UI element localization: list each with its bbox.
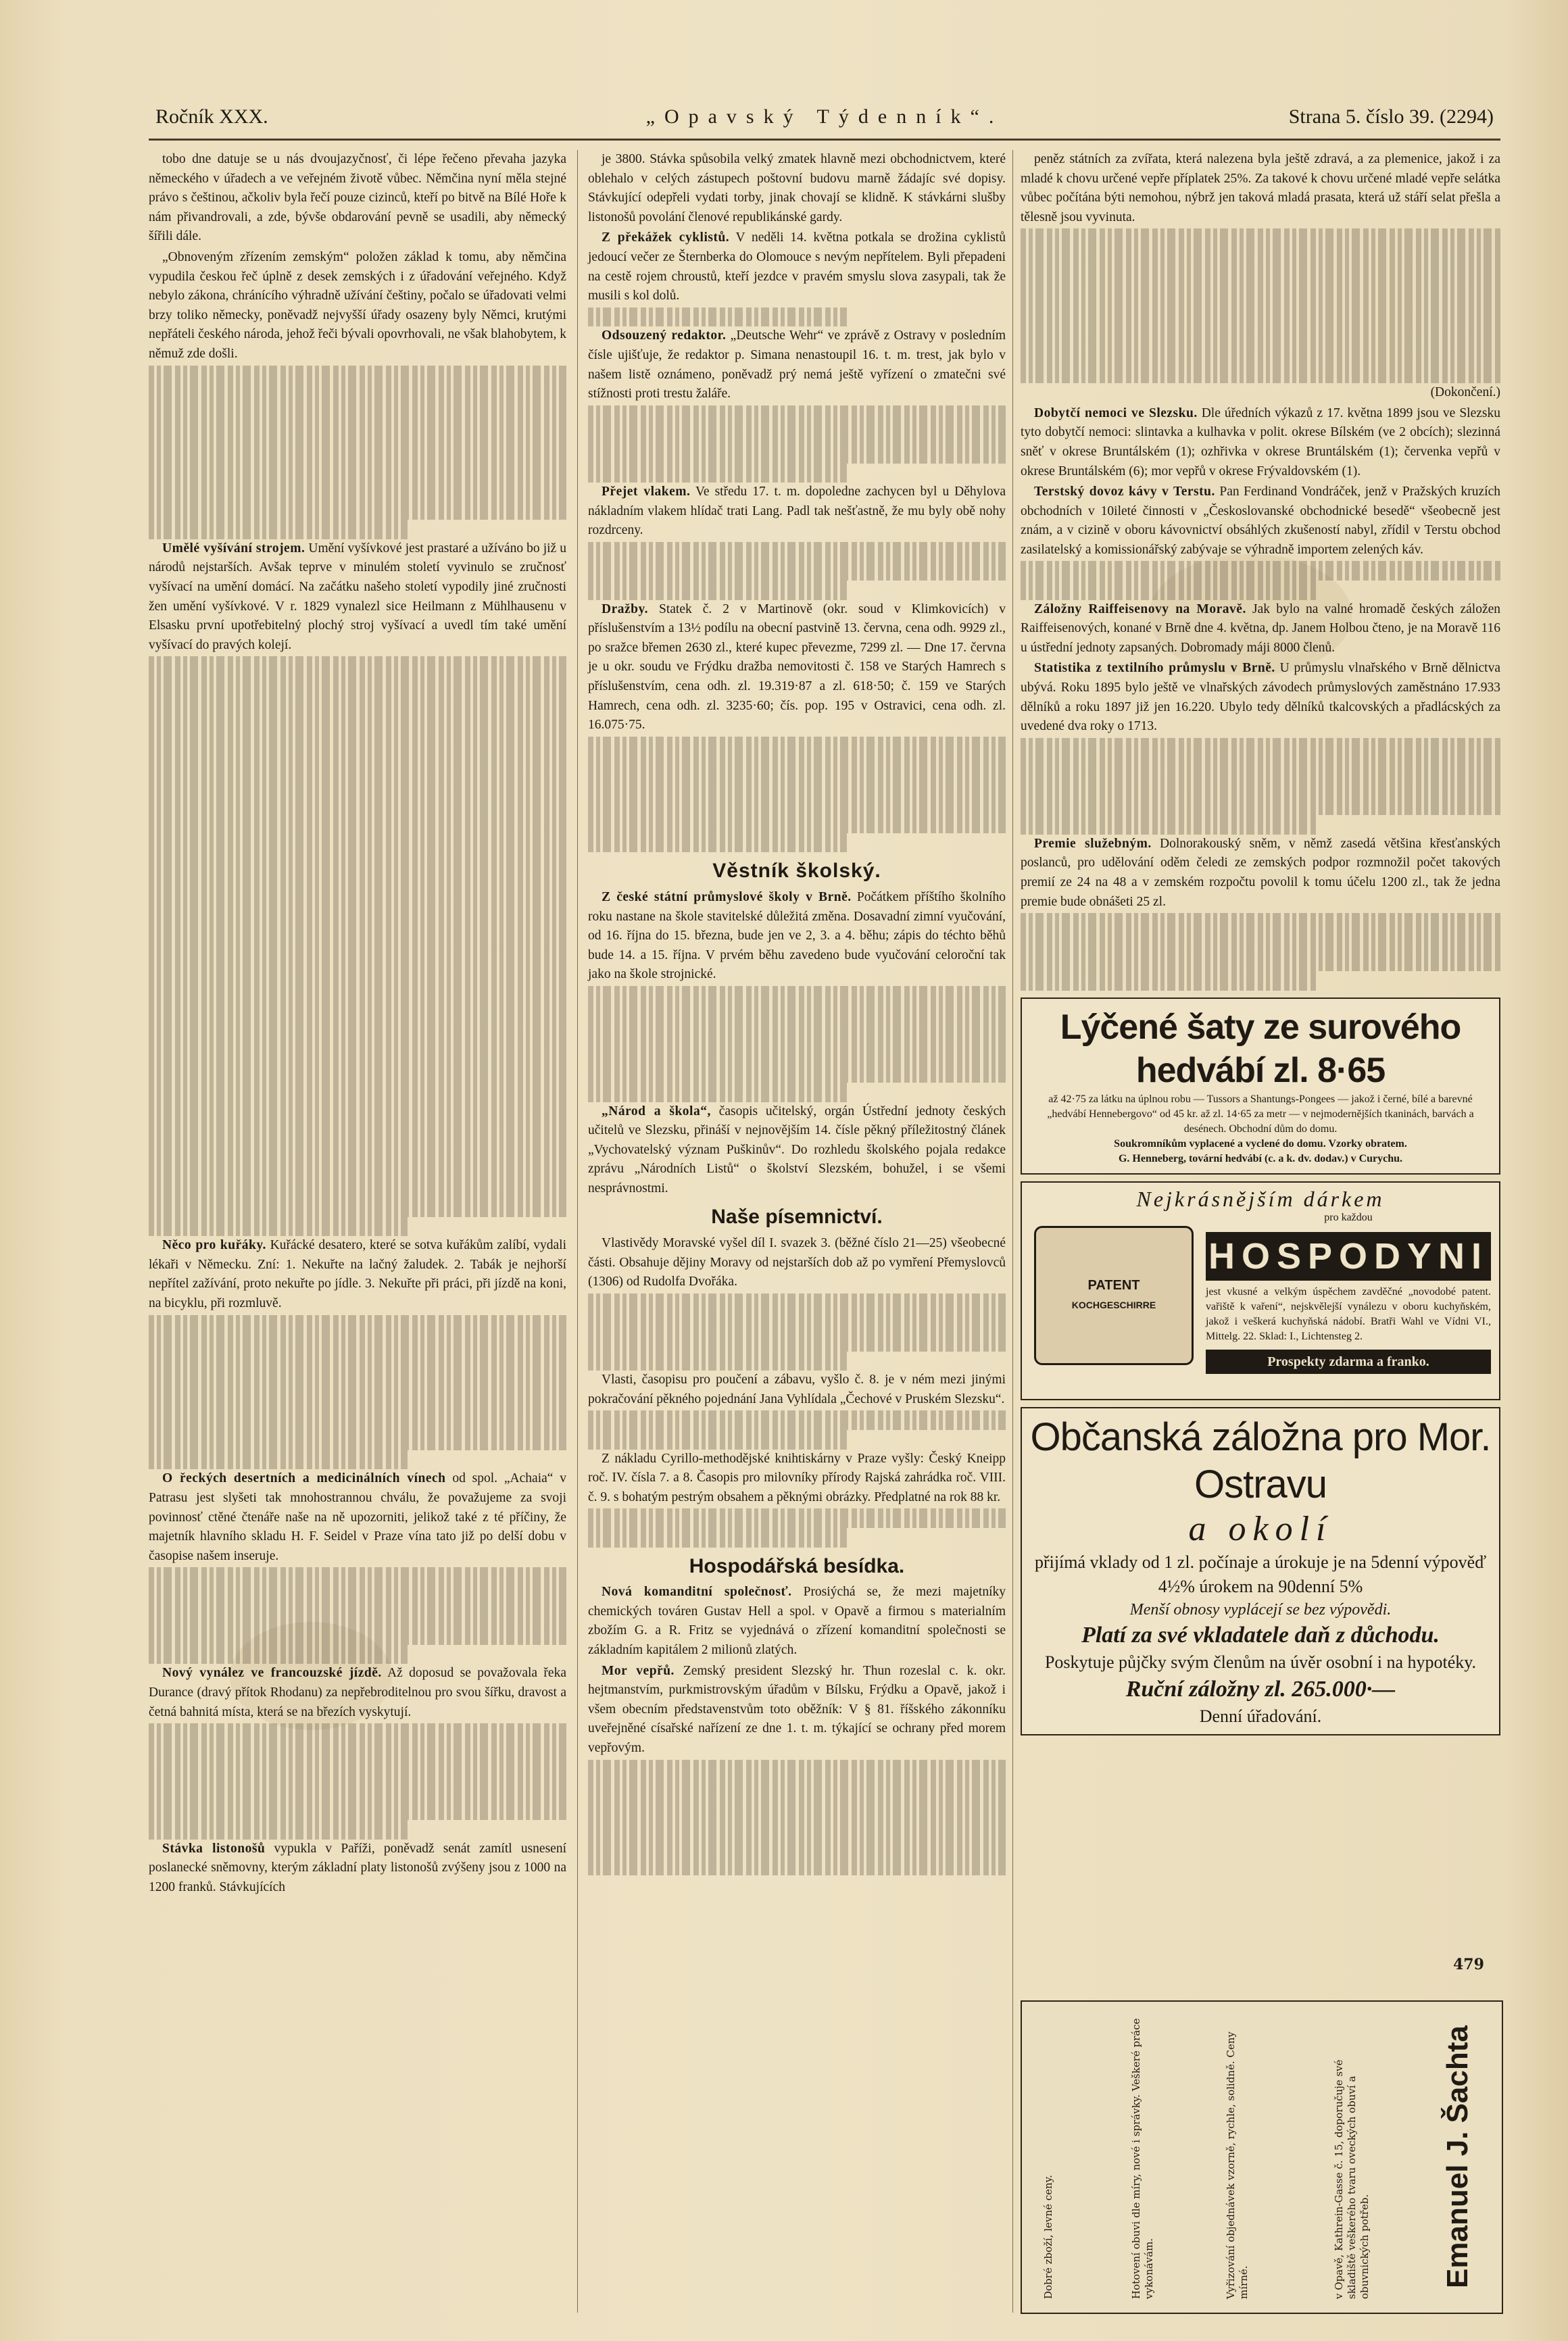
- text-line: [588, 307, 847, 327]
- text-line: [1021, 971, 1318, 991]
- text-line: [149, 676, 566, 695]
- ad-text: v Opavě, Kathrein-Gasse č. 15, doporučuje své skladiště veškerého tvaru oveckých obuví a obuvnických potřeb.: [1333, 2059, 1371, 2299]
- article-text: Jak bylo na valné hromadě českých záložen Raiffeisenových, konané v Brně dne 4. května, dp. Janem Holbou čteno, je na Moravě 116 u ústřední jednoty zapsaných. Dobromady máji 8000 členů.: [1021, 601, 1500, 655]
- text-line: [588, 1006, 1006, 1025]
- article-paragraph: [149, 539, 566, 656]
- header-volume: Ročník XXX.: [155, 105, 268, 128]
- pot-label: PATENT: [1087, 1277, 1140, 1293]
- text-line: [588, 1352, 847, 1371]
- text-line: [149, 753, 566, 772]
- text-line: [149, 423, 566, 443]
- column-2: [588, 150, 1006, 2313]
- article-text: Umění vyšívkové jest prastaré a užíváno bo již u národů nejstarších. Avšak teprve v minulém století vyvinulo se zručnosť vyšívací na umění domácí. Na začátku našeho století vypodily jiné zručnosti žen umění vyšívkové. V r. 1829 vynalezl sice Heilmann z Mühlhausenu v Elsasku první upotřebitelný plochý stroj vyšívací a uvedl tím také umění vyšívací do pravých kolejí.: [149, 541, 566, 652]
- text-line: [588, 1063, 1006, 1083]
- article-text: Dolnorakouský sněm, v němž zasedá většina křesťanských poslanců, pro udělování oděm čeledi ze zemských podpor rozmnožil počet takových premií ze 24 na 48 a v zemském rozpočtu povolil k tomu účelu 1200 zl., tak že jedna premie bude obnášeti 25 zl.: [1021, 836, 1501, 909]
- article-heading: Z překážek cyklistů.: [602, 230, 730, 245]
- text-line: [1021, 228, 1500, 248]
- article-paragraph: [149, 1664, 566, 1722]
- ad-text: Menší obnosy vyplácejí se bez výpovědi.: [1129, 1600, 1392, 1619]
- text-line: [149, 946, 566, 966]
- text-line: [149, 1120, 566, 1140]
- text-line: [149, 1450, 408, 1470]
- text-line: [588, 1044, 1006, 1064]
- text-line: [149, 1723, 566, 1743]
- text-line: [149, 481, 566, 501]
- text-line: [149, 1315, 566, 1335]
- text-line: [149, 908, 566, 927]
- article-paragraph: [149, 1469, 566, 1566]
- text-line: [1021, 796, 1500, 816]
- ad-text: G. Henneberg, tovární hedvábí (c. a k. dv. dodav.) v Curychu.: [1118, 1152, 1403, 1164]
- ad-text: přijímá vklady od 1 zl. počínaje a úrokuje je na 5denní výpověď 4½% úrokem na 90denní 5%: [1034, 1552, 1487, 1596]
- article-paragraph: Z nákladu Cyrillo-methodějské knihtiskárny v Praze vyšly: Český Kneipp roč. IV. čísla 7. a 8. Časopis pro milovníky přírody Rajská zahrádka roč. VIII. č. 9. s bohatým pestrým obsahem a pěknými obrázky. Předplatné na rok 88 kr.: [588, 1451, 1006, 1504]
- text-line: [588, 561, 1006, 581]
- text-line: [149, 811, 566, 831]
- advertisement-silk: [1021, 997, 1500, 1175]
- article-heading: Mor vepřů.: [602, 1663, 675, 1678]
- text-line: [149, 1024, 566, 1043]
- article-heading: O řeckých desertních a medicinálních vínech: [162, 1471, 446, 1486]
- text-line: [588, 814, 1006, 833]
- article-heading: Stávka listonošů: [162, 1841, 266, 1856]
- text-line: [588, 737, 1006, 756]
- text-line: [588, 775, 1006, 795]
- article-paragraph: peněz státních za zvířata, která nalezena byla ještě zdravá, a za plemenice, jakož i za mladé k chovu určené vepře příplatek 25%. Za takové k chovu určené mladé vepře selátka vůbec počítána býti nemohou, nýbrž jen taková mladá prasata, která už stáří selat přešla a tělesně jsou vyvinuta.: [1021, 152, 1500, 224]
- text-line: [149, 1062, 566, 1082]
- text-line: [149, 1567, 566, 1587]
- article-paragraph: [1021, 600, 1500, 658]
- text-line: [149, 1645, 408, 1665]
- article-paragraph: „Obnoveným zřízením zemským“ položen základ k tomu, aby němčina vypudila českou řeč úplně z desek zemských i z úřadování veřejného. Když nebylo zákona, chránícího výhradně užívání češtiny, počalo se úřadovati velmi brzy toliko německy, poněvadž nejvyšší úřady osazeny byly Němci, krutými nepřáteli českého národa, jehož řeči bývali opovrhovali, ne však blahobytem, k němuž zde došli.: [149, 249, 566, 361]
- ad-text: Platí za své vkladatele daň z důchodu.: [1081, 1622, 1440, 1648]
- text-line: [1021, 306, 1500, 326]
- text-line: [1021, 364, 1500, 384]
- ad-text: Dobré zboží, levné ceny.: [1042, 2175, 1054, 2299]
- article-text: „Deutsche Wehr“ ve zprávě z Ostravy v posledním čísle ujišťuje, že redaktor p. Simana nenastoupil 16. t. m. trest, jak bylo v našem listě oznámeno, poněvadž prý nemá ještě vyřízení o zmatečni své stížnosti proti trestu žaláře.: [588, 328, 1006, 401]
- article-paragraph: [1021, 483, 1500, 560]
- ad-title: Emanuel J. Šachta: [1441, 2025, 1474, 2289]
- article-heading: Přejet vlakem.: [602, 485, 691, 499]
- article-paragraph: [588, 1662, 1006, 1758]
- text-line: [149, 1392, 566, 1412]
- article-paragraph: Vlastivědy Moravské vyšel díl I. svazek 3. (běžné číslo 21—25) všeobecné části. Obsahuje dějiny Moravy od nejstarších dob až po vymření Přemyslovců (1306) od Rudolfa Dvořáka.: [588, 1236, 1006, 1289]
- section-heading: Naše písemnictví.: [711, 1206, 883, 1229]
- ad-text: až 42·75 za látku na úplnou robu — Tussors a Shantungs-Pongees — jakož i černé, bílé a barevné „hedvábí Hennebergovo“ od 45 kr. až zl. 14·65 za metr — v nejmodernějších tkaninách, barvách a desénech. Obchodní dům do domu.: [1047, 1093, 1474, 1135]
- article-text: Až doposud se považovala řeka Durance (dravý přítok Rhodanu) za nepřebroditelnou pro svou šířku, dravost a četná bahnitá místa, která se na březích vyskytují.: [149, 1666, 566, 1719]
- text-line: [149, 889, 566, 908]
- article-text: Ve středu 17. t. m. dopoledne zachycen byl u Děhylova nákladním vlakem hlídač trati Lang. Padl tak nešťastně, že mu byly obě nohy rozdrceny.: [588, 485, 1006, 538]
- article-paragraph: [1021, 659, 1500, 736]
- text-line: [588, 756, 1006, 775]
- text-line: [1021, 287, 1500, 306]
- continuation-note: (Dokončení.): [1430, 385, 1500, 400]
- ad-text: Ruční záložny zl. 265.000·—: [1125, 1676, 1396, 1702]
- text-line: [588, 464, 847, 483]
- ad-number: 479: [1453, 1956, 1484, 1973]
- text-line: [588, 444, 1006, 464]
- article-heading: Umělé vyšívání strojem.: [162, 541, 305, 556]
- article-heading: Premie služebným.: [1034, 836, 1152, 851]
- ad-text: jest vkusné a velkým úspěchem zavděčné „novodobé patent. vařiště k vaření“, nejskvělejší vynálezu v oboru kuchyňském, jakož i veškerá kuchyňská nádobí. Bratři Wahl ve Vídni VI., Mittelg. 22. Sklad: I., Lichtensteg 2.: [1206, 1285, 1491, 1342]
- text-line: [149, 462, 566, 482]
- ad-text: Soukromníkům vyplacené a vyclené do domu. Vzorky obratem.: [1114, 1137, 1407, 1150]
- article-text: od spol. „Achaia“ v Patrasu jest slyšeti tak mnohostrannou chválu, že považujeme za svoji povinnosť ctěné čtenáře naše na ně upozorniti, jelikož také z té příčiny, že majetník hlavního skladu H. F. Seidel v Praze vína tato již po delší dobu v časopise našem inseruje.: [149, 1471, 567, 1563]
- article-heading: Odsouzený redaktor.: [602, 328, 727, 343]
- ad-subtitle: pro každou: [1324, 1212, 1373, 1224]
- text-line: [588, 1856, 1006, 1875]
- column-3: [1021, 150, 1500, 2313]
- text-line: [149, 927, 566, 947]
- article-paragraph: [588, 326, 1006, 403]
- ad-text: Denní úřadování.: [1199, 1706, 1322, 1726]
- article-heading: Něco pro kuřáky.: [162, 1238, 266, 1253]
- article-paragraph: [588, 1102, 1006, 1199]
- column-divider: [577, 150, 578, 2313]
- article-heading: Dražby.: [602, 601, 649, 616]
- text-line: [149, 1004, 566, 1024]
- article-paragraph: [588, 483, 1006, 541]
- advertisement-cookware: [1021, 1181, 1500, 1400]
- ad-footer: Prospekty zdarma a franko.: [1206, 1350, 1491, 1375]
- text-line: [588, 833, 847, 853]
- text-line: [588, 1025, 1006, 1044]
- article-paragraph: [1021, 835, 1500, 912]
- article-text: Kuřácké desatero, které se sotva kuřákům zalíbí, vydali lékaři v Německu. Zní: 1. Nekuřte na lačný žaludek. 2. Tabák je nejhorší nepřítel zažívání, proto nekuřte po jídle. 3. Nekuřte při práci, při jízdě na koni, na bicyklu, při rozmluvě.: [149, 1238, 566, 1311]
- article-text: Zemský president Slezský hr. Thun rozeslal c. k. okr. hejtmanstvím, purkmistrovským úřadům v Bílsku, Frýdku a Opavě, jakož i všem obecním představenstvům toto oběžník: V § 81. říšského zákonníku uveřejněné císařské nařízení ze dne 1. t. m. týkající se ochrany před morem vepřovým.: [588, 1663, 1006, 1755]
- advertisement-loan-bank: [1021, 1407, 1500, 1735]
- page-header: [155, 101, 1494, 142]
- text-line: [149, 1043, 566, 1062]
- section-heading: Věstník školský.: [712, 860, 881, 883]
- article-heading: Nový vynález ve francouzské jízdě.: [162, 1666, 382, 1681]
- text-line: [1021, 561, 1500, 581]
- ad-banner: HOSPODYNI: [1206, 1232, 1491, 1281]
- text-line: [588, 1430, 847, 1450]
- text-line: [1021, 777, 1500, 796]
- text-line: [1021, 268, 1500, 287]
- text-line: [588, 1779, 1006, 1798]
- text-line: [588, 1332, 1006, 1352]
- text-line: [1021, 757, 1500, 777]
- text-line: [1021, 325, 1500, 345]
- text-line: [1021, 345, 1500, 364]
- text-line: [149, 1334, 566, 1354]
- text-line: [149, 1101, 566, 1120]
- text-line: [149, 1762, 566, 1781]
- text-line: [149, 714, 566, 734]
- article-paragraph: [149, 1236, 566, 1313]
- article-text: časopis učitelský, orgán Ústřední jednoty českých učitelů ve Slezsku, přináší v nejnovějším 14. čísle pěkný příležitostný článek „Vychovatelský význam Puškinův“. Do rozhledu školského pojala redakce zprávu „Národních Listů“ o školství Slezském, bohužel, i se všemi nesprávnostmi.: [588, 1104, 1006, 1196]
- text-line: [149, 366, 566, 385]
- text-line: [1021, 248, 1500, 268]
- article-paragraph: [588, 1583, 1006, 1660]
- ad-subtitle: a okolí: [1188, 1509, 1333, 1548]
- text-line: [149, 695, 566, 715]
- text-line: [588, 795, 1006, 814]
- text-line: [149, 849, 566, 869]
- text-line: [588, 1817, 1006, 1837]
- article-heading: Statistika z textilního průmyslu v Brně.: [1034, 661, 1275, 676]
- article-paragraph: tobo dne datuje se u nás dvoujazyčnosť, či lépe řečeno převaha jazyka německého v úřadech a ve veřejném životě vůbec. Němčina nyní měla stejné právo s češtinou, ačkoliv byla řečí pouze cizinců, kteří po bitvě na Bílé Hoře k nám přivandrovali, a zde, bývše obdarování pevně se usadili, aby německý šířili dále.: [149, 152, 566, 244]
- article-paragraph: [588, 600, 1006, 735]
- text-line: [588, 1528, 847, 1548]
- article-text: Počátkem příštího školního roku nastane na škole stavitelské důležitá změna. Dosavadní zimní vyučování, od 16. října do 15. března, bude jen ve 2, 3. a 4. běhu; zápis do téchto běhů bude 14. a 15. října. V prvém běhu zavedeno bude vyučování celoroční tak jako na škole strojnické.: [588, 889, 1006, 982]
- article-heading: „Národ a škola“,: [602, 1104, 711, 1118]
- article-heading: Záložny Raiffeisenovy na Moravě.: [1034, 601, 1246, 616]
- text-line: [588, 1312, 1006, 1332]
- text-line: [149, 404, 566, 424]
- text-line: [149, 443, 566, 462]
- text-line: [149, 1587, 566, 1606]
- text-line: [1021, 815, 1318, 835]
- article-heading: Nová komanditní společnosť.: [602, 1585, 792, 1600]
- column-1: [149, 150, 566, 2313]
- text-line: [149, 966, 566, 985]
- text-line: [149, 1354, 566, 1373]
- article-text: vypukla v Paříži, poněvadž senát zamítl usnesení poslanecké sněmovny, kterým základní platy listonošů zvýšeny jsou z 1000 na 1200 franků. Stávkujících: [149, 1841, 566, 1894]
- text-line: [149, 985, 566, 1005]
- ad-text: Vyřizování objednávek vzorně, rychle, solidně. Ceny mírné.: [1225, 2031, 1250, 2299]
- article-paragraph: [588, 888, 1006, 985]
- article-paragraph: [1021, 404, 1500, 481]
- article-heading: Dobytčí nemoci ve Slezsku.: [1034, 405, 1198, 420]
- text-line: [149, 1820, 408, 1840]
- article-paragraph: je 3800. Stávka spůsobila velký zmatek hlavně mezi obchodnictvem, které oblehalo v celých zástupech poštovní budovu marně žádajíc své dopisy. Stávkující odepřeli vydati torby, jinak chovají se klidně. K stávkárni slušby listonošů povolání členové republikánské gardy.: [588, 152, 1006, 224]
- ad-title: Nejkrásnějším dárkem: [1136, 1186, 1385, 1211]
- text-line: [588, 986, 1006, 1006]
- section-heading: Hospodářská besídka.: [689, 1554, 905, 1577]
- text-line: [588, 581, 847, 600]
- column-divider: [1012, 150, 1013, 2313]
- text-line: [588, 1798, 1006, 1818]
- text-line: [149, 1217, 408, 1237]
- article-text: Dle úředních výkazů z 17. května 1899 jsou ve Slezsku tyto dobytčí nemoci: slintavka a kulhavka v polit. okrese Bílském (ve 2 obcích); slezinná sněť v okrese Bruntálském (1); ozhřivka v okrese Bruntálském (1); červenka vepřů v okrese Bruntálském (6); mor vepřů v okrese Frývaldovském (1).: [1021, 405, 1500, 478]
- text-line: [149, 772, 566, 792]
- text-line: [149, 734, 566, 754]
- ad-title: Lýčené šaty ze surového hedvábí zl. 8·65: [1060, 1007, 1461, 1090]
- text-line: [1021, 952, 1500, 971]
- text-line: [149, 792, 566, 812]
- advertisement-shoemaker: [1021, 2000, 1503, 2314]
- text-line: [149, 1082, 566, 1102]
- text-line: [1021, 581, 1318, 600]
- text-line: [149, 869, 566, 889]
- text-line: [149, 1431, 566, 1450]
- article-text: Pan Ferdinand Vondráček, jenž v Pražských kruzích obchodních v 10ileté činnosti v „Českoslovanské obchodnické besedě“ všeobecně jest znám, a v cizině v oboru kávovnictví obsáhlých zkušeností nabyl, zřídil v Terstu obchod zasilatelský a komissionářský zabývaje se výhradně importem zelených káv.: [1021, 485, 1501, 557]
- article-text: Prosiýchá se, že mezi majetníky chemických továren Gustav Hell a spol. v Opavě a firmou s materialním zbožím G. a R. Fritz se vyjednává o zřízení komanditní společnosti se základním kapitálem 2 milionů zlatých.: [588, 1585, 1006, 1657]
- article-text: U průmyslu vlnařského v Brně dělnictva ubývá. Roku 1895 bylo ještě ve vlnařských závodech průmyslových zaměstnáno 17.933 dělníků a roku 1897 již jen 16.220. Ubylo tedy dělníků tkalcovských a přadlácských za uvedené dva roky o 1713.: [1021, 661, 1501, 734]
- text-line: [149, 1412, 566, 1431]
- article-heading: Terstský dovoz kávy v Terstu.: [1034, 485, 1215, 499]
- text-line: [149, 385, 566, 404]
- header-title: „Opavský Týdenník“.: [645, 105, 1004, 128]
- text-line: [588, 424, 1006, 444]
- pot-label: KOCHGESCHIRRE: [1071, 1299, 1156, 1310]
- text-line: [149, 1159, 566, 1179]
- text-line: [588, 1293, 1006, 1313]
- text-line: [588, 1410, 1006, 1430]
- article-paragraph: [588, 228, 1006, 305]
- text-line: [149, 1139, 566, 1159]
- header-page-number: Strana 5. číslo 39. (2294): [1288, 105, 1494, 128]
- ad-title: Občanská záložna pro Mor. Ostravu: [1030, 1414, 1491, 1506]
- article-text: Statek č. 2 v Martinově (okr. soud v Klimkovicích) v příslušenstvím a 13½ podílu na obecní pastvině 13. června, cena odh. 9929 zl., po sražce břemen 2630 zl., které kupec převezme, 7299 zl. — Dne 17. června je u okr. soudu ve Frýdku dražba nemovitosti č. 158 ve Starých Hamrech s příslušenstvím, cena odh. zl. 19.319·87 a zl. 618·50; č. 159 ve Starých Hamrech, cena odh. zl. 3235·60; čís. pop. 195 v Ostravici, cena odh. zl. 16.075·75.: [588, 601, 1006, 733]
- article-paragraph: [149, 1840, 566, 1898]
- text-line: [149, 1743, 566, 1763]
- text-line: [149, 520, 408, 539]
- ad-text: Hotovení obuvi dle míry, nové i správky. Veškeré práce vykonávám.: [1130, 2018, 1155, 2299]
- text-line: [588, 542, 1006, 562]
- pot-illustration-icon: [1034, 1226, 1194, 1365]
- text-line: [588, 1083, 847, 1102]
- article-heading: Z české státní průmyslové školy v Brně.: [602, 889, 852, 904]
- text-line: [149, 831, 566, 850]
- text-line: [149, 1198, 566, 1217]
- header-rule: [149, 139, 1500, 141]
- text-line: [149, 1800, 566, 1820]
- text-line: [1021, 738, 1500, 758]
- text-line: [149, 501, 566, 520]
- text-line: [588, 1760, 1006, 1779]
- ad-text: Poskytuje půjčky svým členům na úvěr osobní i na hypotéky.: [1044, 1652, 1477, 1672]
- text-line: [149, 1625, 566, 1645]
- text-line: [149, 1606, 566, 1626]
- text-line: [149, 1373, 566, 1392]
- text-line: [149, 1178, 566, 1198]
- text-line: [588, 405, 1006, 425]
- text-line: [149, 656, 566, 676]
- text-line: [1021, 913, 1500, 933]
- article-paragraph: Vlasti, časopisu pro poučení a zábavu, vyšlo č. 8. je v ném mezi jinými pokračování pěkného pojednání Jana Vyhlídala „Čechové v Pruském Slezsku“.: [588, 1373, 1006, 1406]
- text-line: [149, 1781, 566, 1801]
- text-line: [1021, 933, 1500, 952]
- article-text: V neděli 14. května potkala se drožina cyklistů jedoucí večer ze Šternberka do Olomouce s nevým nepřítelem. Byli přepadeni na cestě rojem chroustů, kteří jezdce v pravém smyslu slova zasypali, tak že musili s kol dolů.: [588, 230, 1006, 303]
- text-line: [588, 1508, 1006, 1528]
- text-line: [588, 1837, 1006, 1856]
